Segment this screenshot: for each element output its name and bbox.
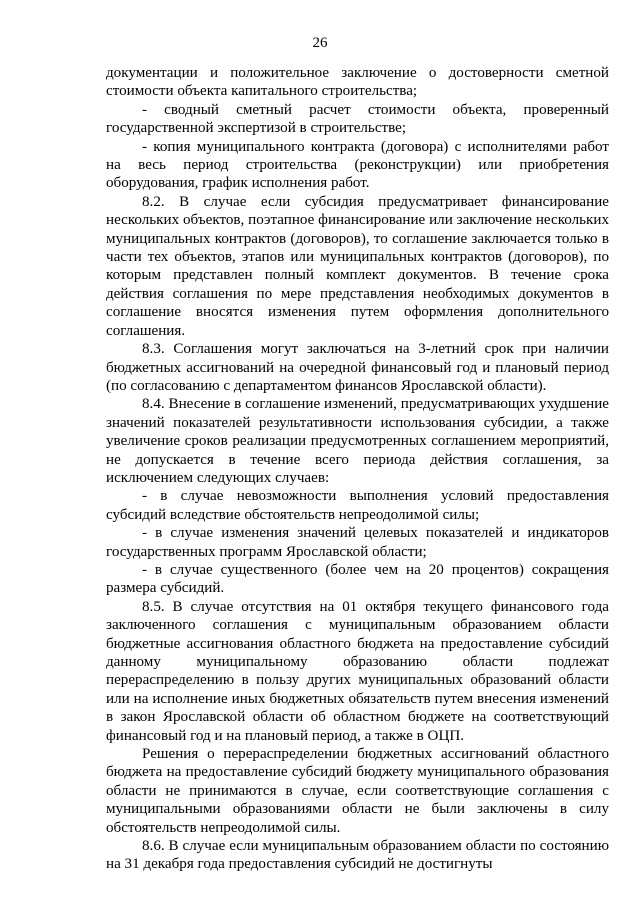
paragraph: - в случае невозможности выполнения условий предоставления субсидий вследствие обстоятельств непреодолимой силы; <box>106 488 609 523</box>
paragraph: - сводный сметный расчет стоимости объекта, проверенный государственной экспертизой в строительстве; <box>106 101 609 137</box>
paragraph: 8.5. В случае отсутствия на 01 октября текущего финансового года заключенного соглашения с муниципальным образованием области бюджетные ассигнования областного бюджета на предоставление субсидий данному муниципальному образованию области подлежат перераспределению в пользу других муниципальных образований области или на исполнение иных бюджетных обязательств путем внесения изменений в закон Ярославской области об областном бюджете на соответствующий финансовый год и на плановый период, а также в ОЦП. <box>106 598 609 744</box>
paragraph: Решения о перераспределении бюджетных ассигнований областного бюджета на предоставление субсидий бюджету муниципального образования области не принимаются в случае, если соответствующие соглашения с муниципальными образованиями области не были заключены в силу обстоятельств непреодолимой силы. <box>106 746 609 836</box>
paragraph: - в случае существенного (более чем на 20 процентов) сокращения размера субсидий. <box>106 561 609 597</box>
paragraph: документации и положительное заключение о достоверности сметной стоимости объекта капитального строительства; <box>106 65 609 100</box>
paragraph: - в случае изменения значений целевых показателей и индикаторов государственных программ Ярославской области; <box>106 525 609 560</box>
paragraph: - копия муниципального контракта (договора) с исполнителями работ на весь период строительства (реконструкции) или приобретения оборудования, график исполнения работ. <box>106 138 609 192</box>
paragraph: 8.4. Внесение в соглашение изменений, предусматривающих ухудшение значений показателей результативности использования субсидии, а также увеличение сроков реализации предусмотренных соглашением мероприятий, не допускается в течение всего периода действия соглашения, за исключением следующих случаев: <box>106 396 609 486</box>
paragraph: 8.2. В случае если субсидия предусматривает финансирование нескольких объектов, поэтапное финансирование или заключение нескольких муниципальных контрактов (договоров), то соглашение заключается только в части тех объектов, этапов или муниципальных контрактов (договоров), по которым представлен полный комплект документов. В течение срока действия соглашения по мере представления необходимых документов в соглашение вносятся изменения путем оформления дополнительного соглашения. <box>106 193 609 339</box>
page-number: 26 <box>312 35 328 51</box>
paragraph: 8.3. Соглашения могут заключаться на 3-летний срок при наличии бюджетных ассигнований на очередной финансовый год и плановый период (по согласованию с департаментом финансов Ярославской области). <box>106 341 609 394</box>
body-text <box>106 64 609 874</box>
paragraph: 8.6. В случае если муниципальным образованием области по состоянию на 31 декабря года предоставления субсидий не достигнуты <box>106 838 609 873</box>
